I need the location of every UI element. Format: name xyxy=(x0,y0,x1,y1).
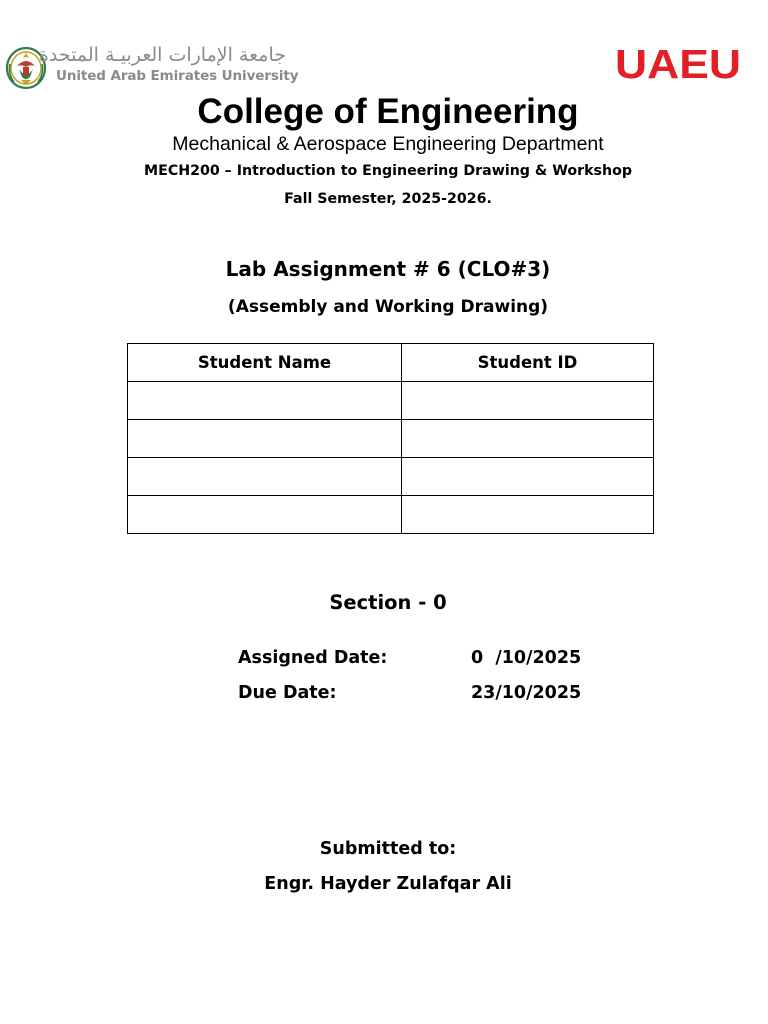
student-id-cell[interactable] xyxy=(402,458,654,496)
student-table xyxy=(127,343,654,534)
university-name-english: United Arab Emirates University xyxy=(56,68,299,84)
assignment-subtitle: (Assembly and Working Drawing) xyxy=(227,297,549,317)
table-row xyxy=(128,382,654,420)
student-id-cell[interactable] xyxy=(402,496,654,534)
instructor-name: Engr. Hayder Zulafqar Ali xyxy=(264,874,512,894)
header-student-id: Student ID xyxy=(402,344,654,382)
table-header-row xyxy=(128,344,654,382)
student-id-cell[interactable] xyxy=(402,420,654,458)
due-date-label: Due Date: xyxy=(238,683,337,703)
table-row xyxy=(128,458,654,496)
assignment-title: Lab Assignment # 6 (CLO#3) xyxy=(225,257,551,281)
university-logo xyxy=(4,44,299,90)
student-name-cell[interactable] xyxy=(128,458,402,496)
university-name-arabic: جامعة الإمارات العربيـة المتحدة xyxy=(38,44,286,66)
student-name-cell[interactable] xyxy=(128,382,402,420)
uaeu-logo-icon xyxy=(615,44,741,84)
header-student-name: Student Name xyxy=(128,344,402,382)
table-row xyxy=(128,496,654,534)
college-title: College of Engineering xyxy=(197,92,579,131)
uaeu-logo-text: UAEU xyxy=(615,44,741,84)
student-name-cell[interactable] xyxy=(128,420,402,458)
table-row xyxy=(128,420,654,458)
student-id-cell[interactable] xyxy=(402,382,654,420)
due-date-value: 23/10/2025 xyxy=(471,683,582,703)
semester: Fall Semester, 2025-2026. xyxy=(284,191,492,207)
student-name-cell[interactable] xyxy=(128,496,402,534)
submitted-to-label: Submitted to: xyxy=(319,839,457,859)
course-title: MECH200 – Introduction to Engineering Drawing & Workshop xyxy=(144,163,632,179)
assigned-date-label: Assigned Date: xyxy=(238,648,388,668)
section-label: Section - 0 xyxy=(329,591,447,614)
assigned-date-value: 0 /10/2025 xyxy=(471,648,582,668)
department-name: Mechanical & Aerospace Engineering Department xyxy=(172,133,604,155)
